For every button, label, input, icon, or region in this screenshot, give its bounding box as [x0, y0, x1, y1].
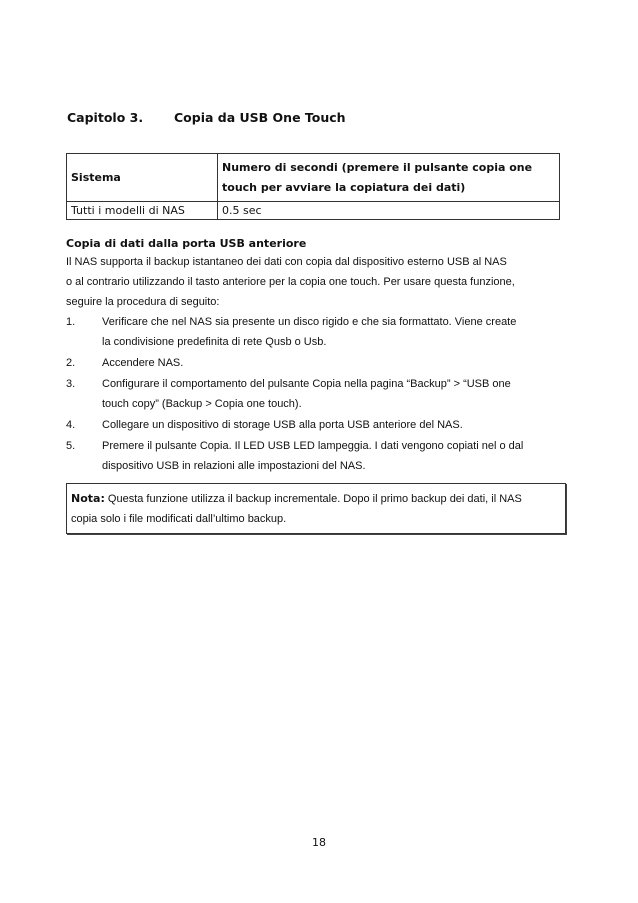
table-header-seconds-line2: touch per avviare la copiatura dei dati): [222, 180, 466, 194]
intro-line: Il NAS supporta il backup istantaneo dei dati con copia dal dispositivo esterno USB al NAS: [66, 256, 507, 268]
intro-line: seguire la procedura di seguito:: [66, 296, 220, 308]
step-number: 4.: [66, 419, 76, 431]
chapter-heading: [67, 110, 346, 125]
note-line1: Questa funzione utilizza il backup incrementale. Dopo il primo backup dei dati, il NAS: [104, 493, 522, 505]
steps-list: [66, 312, 566, 477]
step-text: [102, 374, 566, 414]
step-text: [102, 436, 566, 476]
intro-paragraph: [66, 252, 566, 312]
note-line2: copia solo i file modificati dall’ultimo backup.: [71, 513, 287, 525]
step-line: Verificare che nel NAS sia presente un disco rigido e che sia formattato. Viene create: [102, 316, 517, 328]
list-item: [66, 436, 566, 476]
intro-line: o al contrario utilizzando il tasto anteriore per la copia one touch. Per usare questa funzione,: [66, 276, 515, 288]
step-number: 3.: [66, 378, 76, 390]
chapter-number: Capitolo 3.: [67, 110, 144, 125]
step-line: Premere il pulsante Copia. Il LED USB LED lampeggia. I dati vengono copiati nel o dal: [102, 440, 524, 452]
step-text: [102, 353, 566, 373]
table-header-seconds: [218, 154, 560, 202]
step-line: Configurare il comportamento del pulsante Copia nella pagina “Backup” > “USB one: [102, 378, 511, 390]
timing-table: [66, 153, 560, 220]
list-item: [66, 312, 566, 352]
step-line: Collegare un dispositivo di storage USB alla porta USB anteriore del NAS.: [102, 419, 463, 431]
table-row: [67, 202, 560, 220]
chapter-title: Copia da USB One Touch: [174, 110, 346, 125]
table-cell-seconds: 0.5 sec: [218, 202, 560, 220]
note-box: [66, 483, 566, 534]
note-label: Nota:: [71, 492, 105, 505]
step-line: Accendere NAS.: [102, 357, 184, 369]
table-header-row: [67, 154, 560, 202]
step-text: [102, 415, 566, 435]
step-number: 1.: [66, 316, 76, 328]
step-text: [102, 312, 566, 352]
table-header-seconds-line1: Numero di secondi (premere il pulsante copia one: [222, 160, 533, 174]
page-number: 18: [312, 836, 326, 849]
list-item: [66, 415, 566, 435]
table-header-system: Sistema: [67, 154, 218, 202]
section-title: Copia di dati dalla porta USB anteriore: [66, 237, 307, 250]
step-number: 2.: [66, 357, 76, 369]
list-item: [66, 353, 566, 373]
step-line: dispositivo USB in relazioni alle impostazioni del NAS.: [102, 460, 366, 472]
step-line: la condivisione predefinita di rete Qusb o Usb.: [102, 336, 327, 348]
list-item: [66, 374, 566, 414]
step-line: touch copy” (Backup > Copia one touch).: [102, 398, 302, 410]
step-number: 5.: [66, 440, 76, 452]
table-cell-models: Tutti i modelli di NAS: [67, 202, 218, 220]
